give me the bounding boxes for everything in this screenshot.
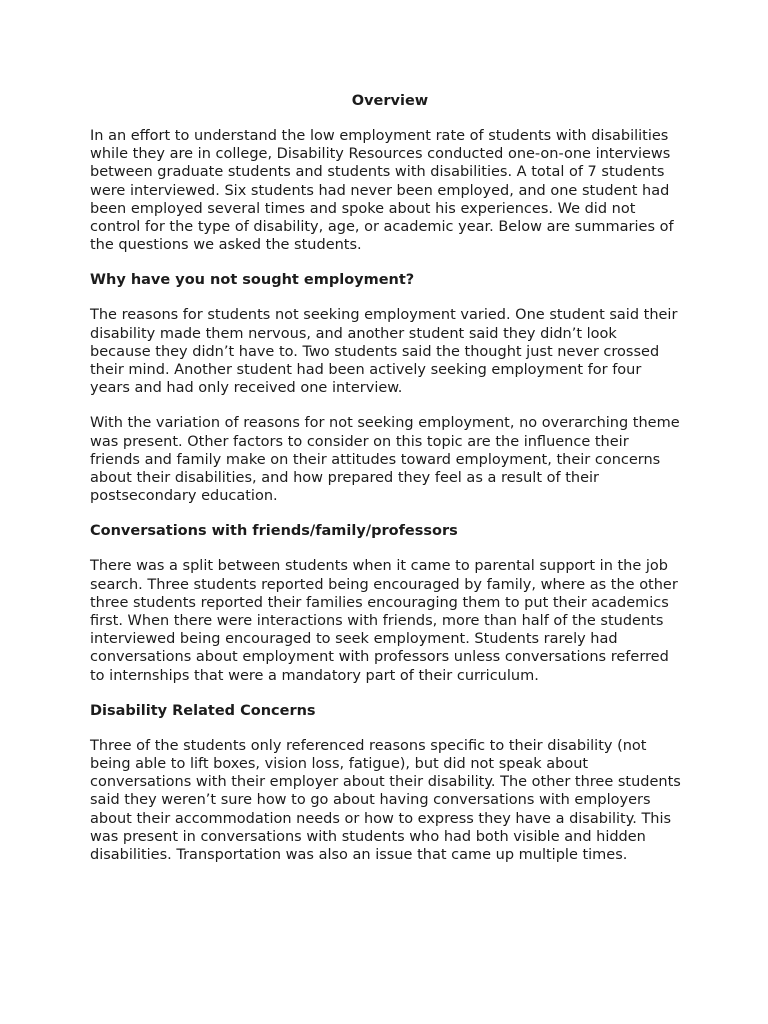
intro-paragraph: In an effort to understand the low employment rate of students with disabilities while they are in college, Disability Resources conducted one-on-one interviews between graduate students and students with disabilities. A total of 7 students were interviewed. Six students had never been employed, and one student had been employed several times and spoke about his experiences. We did not control for the type of disability, age, or academic year. Below are summaries of the questions we asked the students. (90, 128, 674, 254)
section-heading-sought-employment: Why have you not sought employment? (90, 272, 415, 289)
section-paragraph: The reasons for students not seeking employment varied. One student said their disability made them nervous, and another student said they didn’t look because they didn’t have to. Two students said the thought just never crossed their mind. Another student had been actively seeking employment for four years and had only received one interview. (90, 307, 678, 397)
section-heading-disability-concerns: Disability Related Concerns (90, 702, 316, 719)
document-title: Overview (351, 93, 429, 109)
document-page (90, 92, 682, 881)
section-paragraph: With the variation of reasons for not seeking employment, no overarching theme was present. Other factors to consider on this topic are the influence their friends and family make on their attitudes toward employment, their concerns about their disabilities, and how prepared they feel as a result of their postsecondary education. (90, 415, 680, 505)
section-paragraph: Three of the students only referenced reasons specific to their disability (not being able to lift boxes, vision loss, fatigue), but did not speak about conversations with their employer about their disability. The other three students said they weren’t sure how to go about having conversations with employers about their accommodation needs or how to express they have a disability. This was present in conversations with students who had both visible and hidden disabilities. Transportation was also an issue that came up multiple times. (90, 737, 681, 864)
section-paragraph: There was a split between students when it came to parental support in the job search. Three students reported being encouraged by family, where as the other three students reported their families encouraging them to put their academics first. When there were interactions with friends, more than half of the students interviewed being encouraged to seek employment. Students rarely had conversations about employment with professors unless conversations referred to internships that were a mandatory part of their curriculum. (90, 558, 678, 684)
section-heading-conversations: Conversations with friends/family/professors (90, 523, 458, 540)
